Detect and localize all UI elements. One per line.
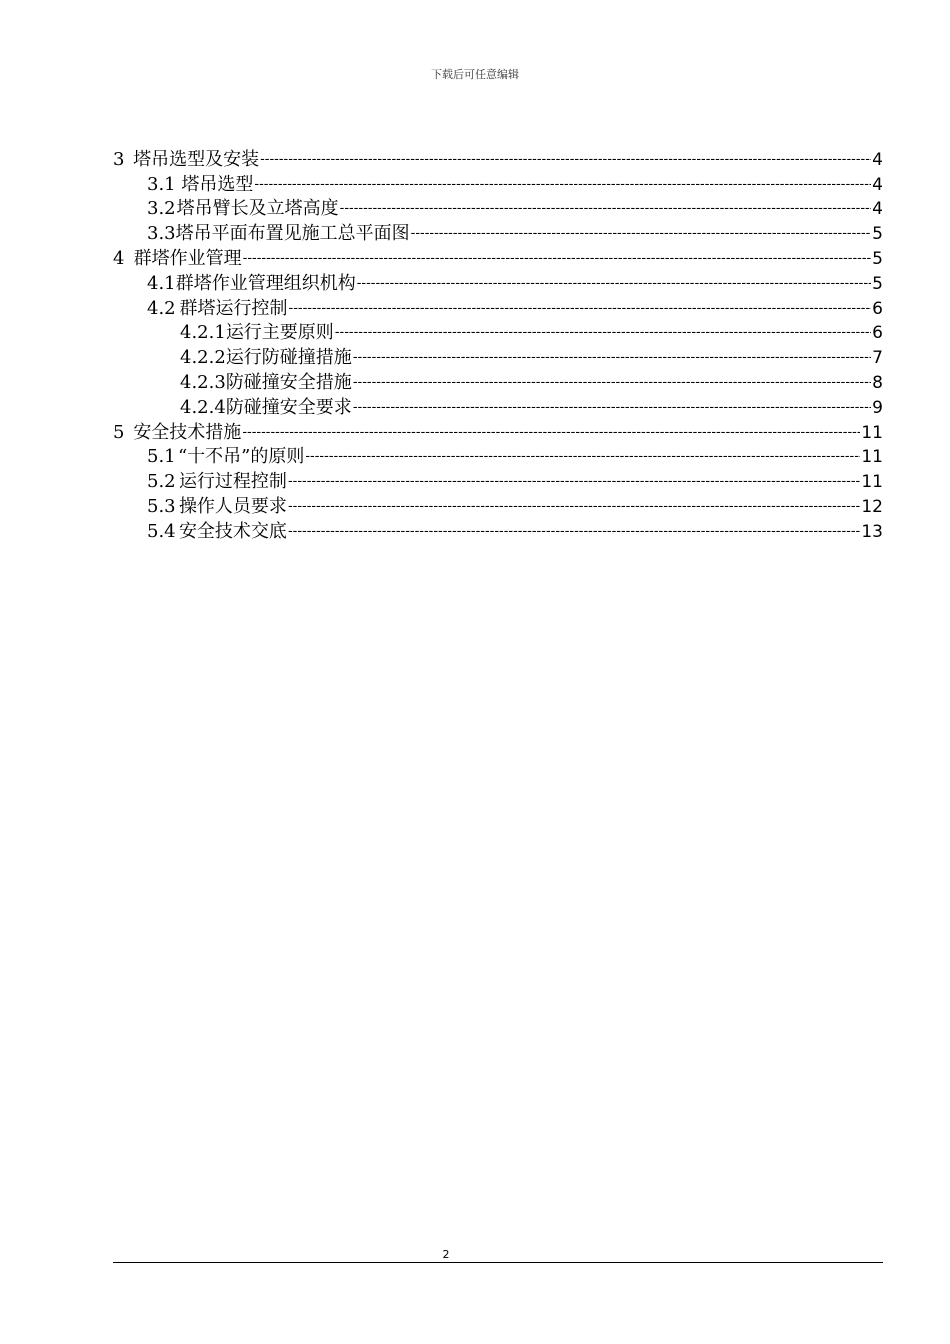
toc-dash-leader [411,225,872,243]
page-number: 2 [442,1248,450,1261]
toc-entry-title: 运行主要原则 [225,322,334,344]
toc-entry[interactable] [113,493,883,518]
toc-entry-number: 3.1 [147,173,176,195]
toc-entry-page: 8 [872,372,883,393]
toc-entry[interactable] [113,146,883,171]
toc-entry-number: 5 [113,421,125,443]
toc-entry[interactable] [113,220,883,245]
toc-entry[interactable] [113,419,883,444]
toc-entry-number: 4 [113,247,125,269]
toc-dash-leader [242,424,860,442]
toc-entry-number: 3.3 [147,223,176,245]
toc-entry-page: 5 [872,248,883,269]
toc-entry-number: 4.2 [147,297,176,319]
toc-dash-leader [353,399,871,417]
toc-dash-leader [335,324,871,342]
toc-entry-title: 安全技术措施 [133,421,242,443]
toc-entry-title: 群塔作业管理 [133,247,242,269]
toc-entry-title: 群塔运行控制 [179,297,288,319]
toc-entry-number: 4.2.1 [180,322,226,344]
toc-entry[interactable] [113,245,883,270]
page-header: 下载后可任意编辑 [431,68,519,81]
toc-dash-leader [353,349,871,367]
toc-entry-page: 11 [861,422,883,443]
toc-entry-page: 5 [872,224,883,245]
toc-dash-leader [289,300,872,318]
toc-entry-title: 群塔作业管理组织机构 [175,272,356,294]
toc-entry-page: 13 [861,521,883,542]
toc-dash-leader [288,473,860,491]
toc-entry[interactable] [113,171,883,196]
toc-dash-leader [260,151,871,169]
toc-entry-title: 操作人员要求 [178,495,287,517]
toc-dash-leader [288,523,860,541]
toc-dash-leader [305,448,860,466]
toc-entry-page: 4 [872,199,883,220]
toc-entry-number: 4.2.3 [180,371,226,393]
toc-entry[interactable] [113,394,883,419]
toc-entry-page: 6 [872,323,883,344]
toc-entry-page: 4 [872,149,883,170]
table-of-contents [113,146,883,543]
toc-entry-number: 4.2.4 [180,396,226,418]
toc-entry-number: 5.2 [147,471,176,493]
toc-entry-page: 11 [861,447,883,468]
toc-entry-page: 6 [872,298,883,319]
toc-entry-number: 5.1 [147,446,176,468]
toc-entry-page: 5 [872,273,883,294]
toc-entry-title: 运行过程控制 [178,471,287,493]
toc-entry-title: 安全技术交底 [178,520,287,542]
toc-entry-number: 5.4 [147,520,176,542]
toc-entry-title: “十不吊”的原则 [177,446,305,468]
toc-dash-leader [340,200,872,218]
toc-entry[interactable] [113,196,883,221]
toc-entry-page: 9 [872,397,883,418]
toc-entry-title: 塔吊选型 [181,173,254,195]
toc-entry-number: 4.2.2 [180,347,226,369]
toc-entry-title: 防碰撞安全措施 [225,371,352,393]
toc-dash-leader [254,176,871,194]
toc-entry-page: 4 [872,174,883,195]
toc-entry-title: 塔吊选型及安装 [133,148,260,170]
toc-entry-number: 3.2 [147,198,176,220]
toc-dash-leader [353,374,871,392]
toc-entry[interactable] [113,270,883,295]
toc-entry-title: 塔吊臂长及立塔高度 [176,198,339,220]
toc-entry[interactable] [113,295,883,320]
toc-entry-number: 5.3 [147,495,176,517]
toc-entry-page: 12 [861,496,883,517]
toc-entry[interactable] [113,468,883,493]
toc-entry[interactable] [113,344,883,369]
toc-entry-page: 7 [872,348,883,369]
toc-entry[interactable] [113,369,883,394]
toc-entry[interactable] [113,518,883,543]
toc-entry-title: 塔吊平面布置见施工总平面图 [175,223,410,245]
toc-entry-title: 防碰撞安全要求 [225,396,352,418]
toc-entry[interactable] [113,320,883,345]
toc-entry-page: 11 [861,472,883,493]
toc-dash-leader [288,498,860,516]
toc-entry-number: 4.1 [147,272,176,294]
toc-entry-title: 运行防碰撞措施 [225,347,352,369]
toc-entry-number: 3 [113,148,125,170]
toc-dash-leader [357,275,871,293]
footer-rule [113,1262,883,1263]
toc-entry[interactable] [113,444,883,469]
toc-dash-leader [243,250,872,268]
